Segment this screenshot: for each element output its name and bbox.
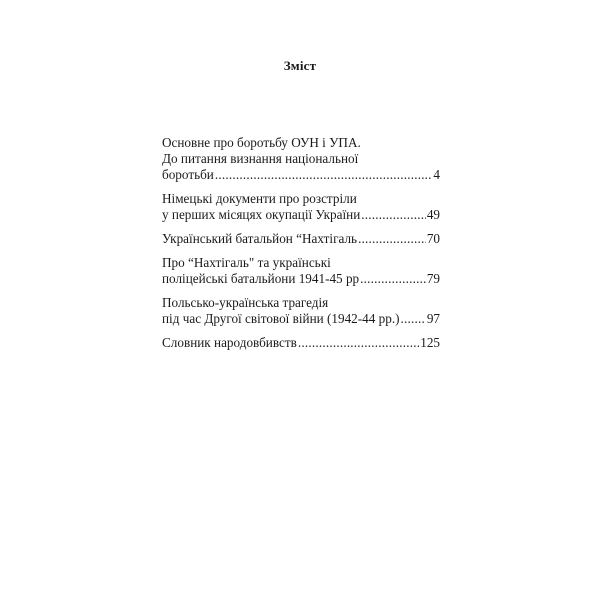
toc-entry-title-line: під час Другої світової війни (1942-44 рр.) [162, 311, 400, 326]
dot-leader [358, 231, 426, 247]
toc-entry-final-line [162, 167, 440, 183]
dot-leader [361, 207, 426, 223]
toc-page-number: 49 [426, 207, 440, 222]
toc-entry [162, 295, 440, 327]
dot-leader [298, 335, 419, 351]
toc-page-number: 125 [420, 335, 440, 350]
toc-entry-final-line [162, 207, 440, 223]
toc-entry-title-line: До питання визнання національної [162, 151, 359, 166]
dot-leader [360, 271, 426, 287]
toc-entry [162, 191, 440, 223]
toc-entry [162, 231, 440, 247]
toc-entry-final-line [162, 335, 440, 351]
toc-entry-title-line: Про “Нахтігаль" та українські [162, 255, 331, 270]
toc-entry-title-line: Німецькі документи про розстріли [162, 191, 357, 206]
page-title: Зміст [283, 58, 317, 73]
toc-entry [162, 255, 440, 287]
toc-entry-title-line: у перших місяцях окупації України [162, 207, 361, 222]
toc-entry-title-line: поліцейські батальйони 1941-45 рр [162, 271, 360, 286]
toc-entry-title-line: боротьби [162, 167, 214, 182]
toc-entry [162, 335, 440, 351]
toc-entry-title-line: Український батальйон “Нахтігаль [162, 231, 358, 246]
toc-entry-final-line [162, 271, 440, 287]
toc-entry-title-line: Словник народовбивств [162, 335, 297, 350]
toc-page-number: 79 [426, 271, 440, 286]
toc-entry-final-line [162, 311, 440, 327]
toc-entry-title-line: Основне про боротьбу ОУН і УПА. [162, 135, 361, 150]
table-of-contents [162, 135, 440, 351]
toc-page-number: 4 [433, 167, 440, 182]
toc-entry [162, 135, 440, 183]
toc-page-number: 70 [426, 231, 440, 246]
toc-entry-title-line: Польсько-українська трагедія [162, 295, 329, 310]
dot-leader [215, 167, 433, 183]
toc-page-number: 97 [426, 311, 440, 326]
toc-entry-final-line [162, 231, 440, 247]
dot-leader [401, 311, 426, 327]
